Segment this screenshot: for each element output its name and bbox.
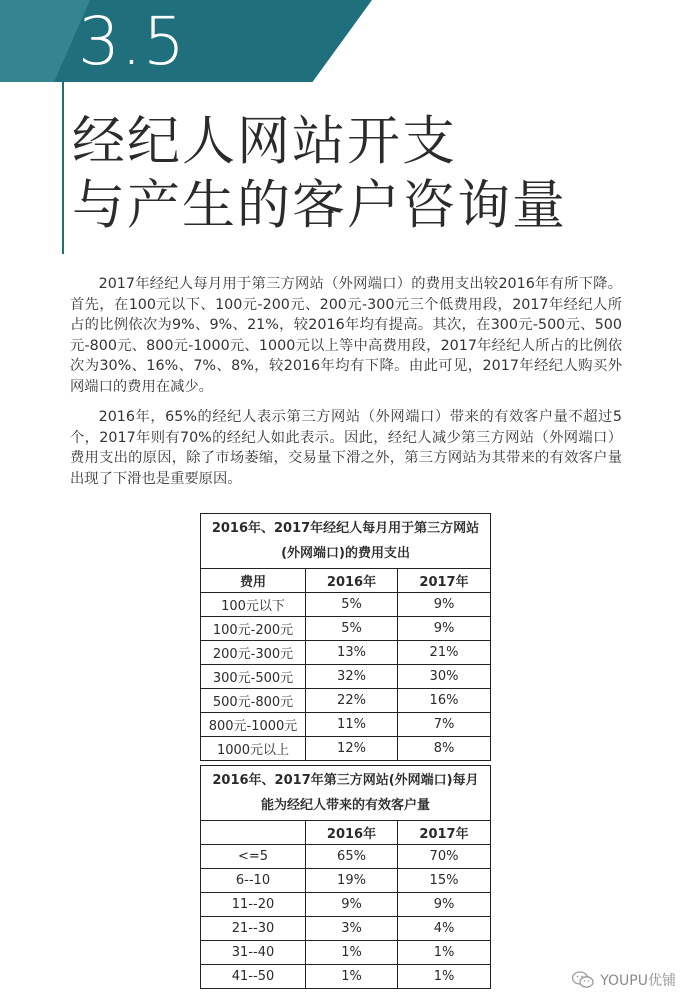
cell-range: 11--20 xyxy=(201,893,306,917)
cell-2017: 9% xyxy=(398,617,491,641)
cell-2016: 11% xyxy=(306,713,398,737)
table-row xyxy=(201,713,491,737)
cell-2017: 16% xyxy=(398,689,491,713)
title-accent-line xyxy=(62,82,64,254)
cell-2016: 65% xyxy=(306,845,398,869)
cell-2017: 9% xyxy=(398,593,491,617)
table-row xyxy=(201,941,491,965)
customer-volume-table xyxy=(200,765,491,989)
expense-caption-line-2: (外网端口)的费用支出 xyxy=(281,546,410,561)
expense-table-header xyxy=(201,569,491,593)
cell-range: 100元-200元 xyxy=(201,617,306,641)
cell-2016: 22% xyxy=(306,689,398,713)
cell-2016: 32% xyxy=(306,665,398,689)
cell-2017: 15% xyxy=(398,869,491,893)
cell-2016: 9% xyxy=(306,893,398,917)
expense-header-cost: 费用 xyxy=(201,569,306,593)
cell-range: 31--40 xyxy=(201,941,306,965)
cell-2017: 21% xyxy=(398,641,491,665)
cell-range: <=5 xyxy=(201,845,306,869)
cell-2016: 19% xyxy=(306,869,398,893)
cell-2017: 70% xyxy=(398,845,491,869)
cell-range: 21--30 xyxy=(201,917,306,941)
table-row xyxy=(201,617,491,641)
title-line-1: 经纪人网站开支 xyxy=(72,111,457,172)
cell-2017: 4% xyxy=(398,917,491,941)
customer-table-header xyxy=(201,821,491,845)
cell-2016: 5% xyxy=(306,617,398,641)
expense-header-2016: 2016年 xyxy=(306,569,398,593)
cell-range: 41--50 xyxy=(201,965,306,989)
title-line-2: 与产生的客户咨询量 xyxy=(72,175,567,236)
cell-range: 500元-800元 xyxy=(201,689,306,713)
cell-range: 300元-500元 xyxy=(201,665,306,689)
customer-table-caption xyxy=(201,766,491,821)
page-title xyxy=(72,110,567,238)
cell-range: 6--10 xyxy=(201,869,306,893)
customer-header-blank xyxy=(201,821,306,845)
customer-caption-line-1: 2016年、2017年第三方网站(外网端口)每月 xyxy=(212,773,479,788)
watermark xyxy=(572,970,676,990)
expense-caption-line-1: 2016年、2017年经纪人每月用于第三方网站 xyxy=(211,521,480,536)
cell-2016: 12% xyxy=(306,737,398,761)
cell-range: 1000元以上 xyxy=(201,737,306,761)
table-row xyxy=(201,845,491,869)
watermark-text: YOUPU优铺 xyxy=(600,973,676,989)
expense-table-caption xyxy=(201,514,491,569)
cell-2016: 1% xyxy=(306,941,398,965)
expense-header-2017: 2017年 xyxy=(398,569,491,593)
table-row xyxy=(201,641,491,665)
cell-2016: 1% xyxy=(306,965,398,989)
wechat-icon xyxy=(572,971,594,989)
cell-2017: 1% xyxy=(398,941,491,965)
cell-2016: 5% xyxy=(306,593,398,617)
cell-2017: 7% xyxy=(398,713,491,737)
customer-caption-line-2: 能为经纪人带来的有效客户量 xyxy=(261,798,431,813)
table-row xyxy=(201,665,491,689)
table-row xyxy=(201,965,491,989)
paragraph-1: 2017年经纪人每月用于第三方网站（外网端口）的费用支出较2016年有所下降。首先，在100元以下、100元-200元、200元-300元三个低费用段，2017年经纪人所占的比例依次为9%、9%、21%，较2016年均有提高。其次，在300元-500元、500元-800元、800元-1000元、1000元以上等中高费用段，2017年经纪人所占的比例依次为30%、16%、7%、8%，较2016年均有下降。由此可见，2017年经纪人购买外网端口的费用在减少。 xyxy=(70,276,622,395)
cell-2017: 8% xyxy=(398,737,491,761)
cell-range: 800元-1000元 xyxy=(201,713,306,737)
cell-range: 100元以下 xyxy=(201,593,306,617)
table-row xyxy=(201,917,491,941)
cell-range: 200元-300元 xyxy=(201,641,306,665)
cell-2017: 30% xyxy=(398,665,491,689)
customer-header-2017: 2017年 xyxy=(398,821,491,845)
table-row xyxy=(201,689,491,713)
table-row xyxy=(201,869,491,893)
section-number: 3.5 xyxy=(78,3,186,80)
cell-2017: 9% xyxy=(398,893,491,917)
cell-2016: 3% xyxy=(306,917,398,941)
cell-2017: 1% xyxy=(398,965,491,989)
table-row xyxy=(201,737,491,761)
table-row xyxy=(201,593,491,617)
cell-2016: 13% xyxy=(306,641,398,665)
customer-header-2016: 2016年 xyxy=(306,821,398,845)
paragraph-2: 2016年，65%的经纪人表示第三方网站（外网端口）带来的有效客户量不超过5个，2017年则有70%的经纪人如此表示。因此，经纪人减少第三方网站（外网端口）费用支出的原因，除了市场萎缩，交易量下滑之外，第三方网站为其带来的有效客户量出现了下滑也是重要原因。 xyxy=(70,409,622,487)
expense-table xyxy=(200,513,491,761)
table-row xyxy=(201,893,491,917)
